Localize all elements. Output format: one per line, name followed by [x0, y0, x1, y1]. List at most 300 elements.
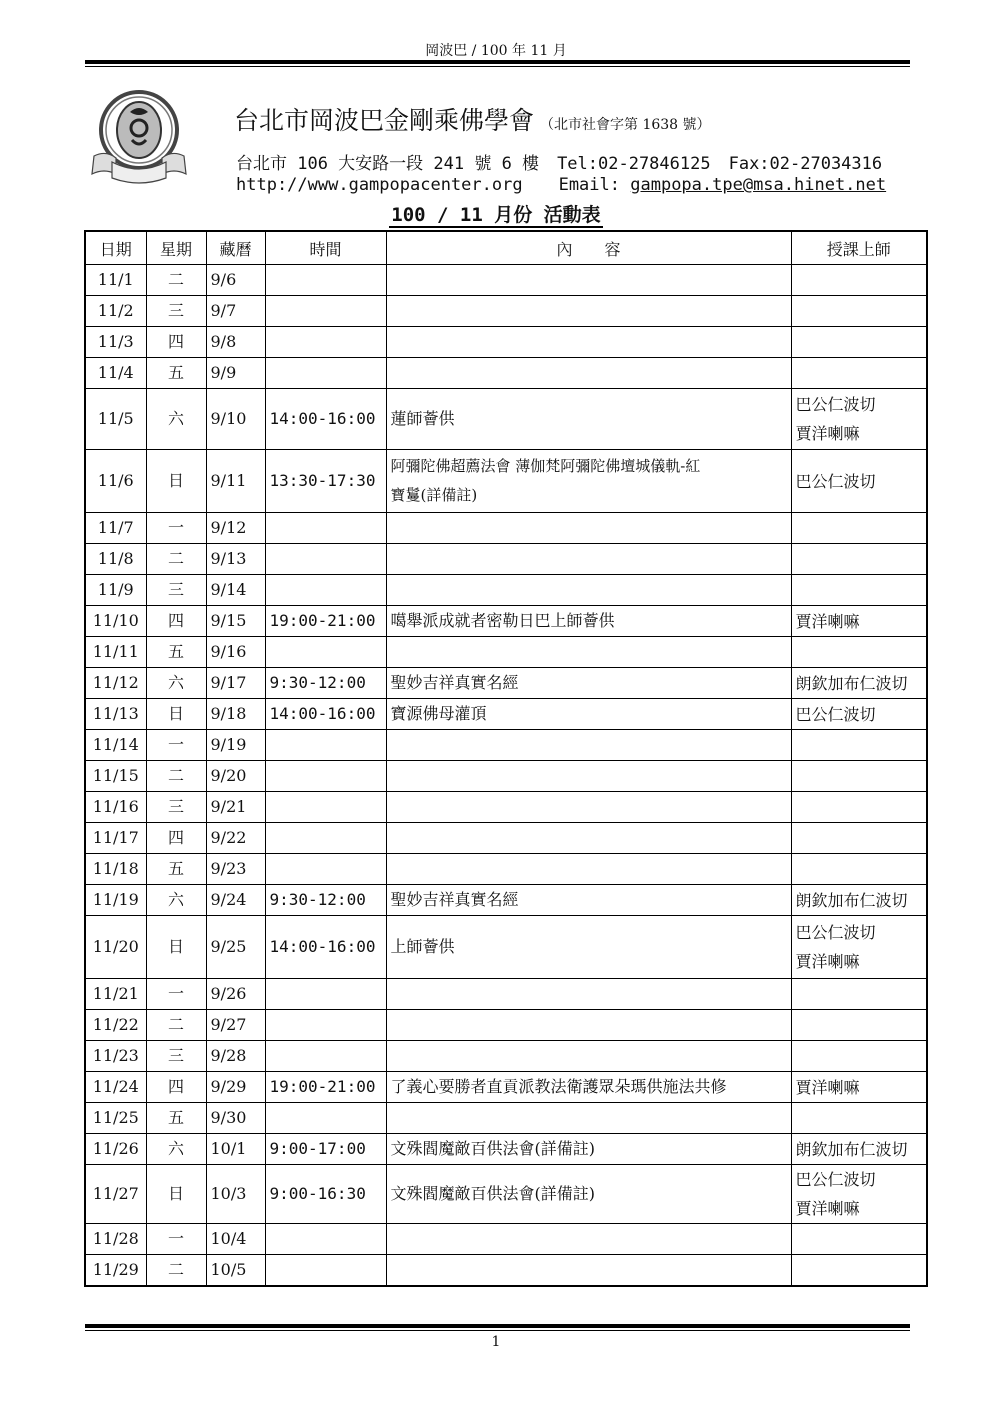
cell-content-text: 聖妙吉祥真實名經 — [390, 890, 519, 909]
cell-teacher — [791, 761, 927, 792]
cell-lunar-date — [206, 823, 265, 854]
cell-teacher — [791, 1224, 927, 1255]
cell-time — [265, 1010, 386, 1041]
cell-teacher — [791, 1103, 927, 1134]
cell-content — [386, 265, 791, 296]
cell-date-text: 11/28 — [92, 1229, 139, 1248]
footer-rule — [85, 1324, 910, 1328]
cell-lunar-date-text: 10/3 — [210, 1184, 247, 1203]
cell-weekday-text: 一 — [167, 984, 184, 1003]
cell-date — [85, 1224, 146, 1255]
cell-teacher-text: 巴公仁波切 — [795, 923, 876, 942]
cell-content — [386, 389, 791, 450]
table-row — [85, 1103, 927, 1134]
cell-date-text: 11/8 — [97, 549, 134, 568]
cell-content — [386, 1041, 791, 1072]
cell-lunar-date — [206, 1255, 265, 1287]
table-row — [85, 1134, 927, 1165]
cell-date-text: 11/11 — [92, 642, 139, 661]
cell-time — [265, 1224, 386, 1255]
cell-weekday-text: 四 — [167, 332, 184, 351]
cell-date — [85, 1041, 146, 1072]
table-row — [85, 668, 927, 699]
table-row — [85, 1041, 927, 1072]
cell-lunar-date-text: 9/14 — [210, 580, 247, 599]
table-row — [85, 513, 927, 544]
cell-teacher — [791, 1041, 927, 1072]
cell-weekday — [146, 575, 206, 606]
cell-date-text: 11/24 — [92, 1077, 139, 1096]
cell-weekday — [146, 916, 206, 979]
cell-date-text: 11/26 — [92, 1139, 139, 1158]
cell-weekday — [146, 389, 206, 450]
cell-lunar-date-text: 9/16 — [210, 642, 247, 661]
cell-lunar-date — [206, 792, 265, 823]
cell-weekday — [146, 823, 206, 854]
cell-date — [85, 1103, 146, 1134]
table-row — [85, 544, 927, 575]
cell-weekday — [146, 1041, 206, 1072]
cell-time — [265, 823, 386, 854]
cell-teacher-text-line2: 賈洋喇嘛 — [795, 952, 860, 971]
cell-weekday-text: 三 — [167, 580, 184, 599]
org-registration: （北市社會字第 1638 號） — [540, 117, 711, 133]
cell-weekday — [146, 885, 206, 916]
cell-content — [386, 575, 791, 606]
cell-date — [85, 358, 146, 389]
table-row — [85, 885, 927, 916]
cell-date-text: 11/6 — [97, 471, 134, 490]
cell-lunar-date — [206, 389, 265, 450]
cell-teacher — [791, 265, 927, 296]
cell-time-text: 14:00-16:00 — [269, 409, 376, 428]
table-row — [85, 823, 927, 854]
cell-content-text: 了義心要勝者直貢派教法衛護眾朵瑪供施法共修 — [390, 1077, 727, 1096]
cell-date-text: 11/23 — [92, 1046, 139, 1065]
cell-weekday-text: 五 — [167, 642, 184, 661]
cell-content-text: 文殊閻魔敵百供法會(詳備註) — [390, 1139, 595, 1158]
cell-lunar-date — [206, 761, 265, 792]
cell-time — [265, 296, 386, 327]
org-tel: Tel:02-27846125 — [557, 154, 711, 174]
table-row — [85, 1072, 927, 1103]
cell-weekday — [146, 544, 206, 575]
dharma-seal-logo — [86, 84, 192, 190]
cell-date-text: 11/16 — [92, 797, 139, 816]
table-row — [85, 1255, 927, 1287]
cell-weekday — [146, 296, 206, 327]
cell-content — [386, 450, 791, 513]
cell-lunar-date-text: 9/24 — [210, 890, 247, 909]
cell-content — [386, 1072, 791, 1103]
table-header-row — [85, 231, 927, 265]
table-row — [85, 979, 927, 1010]
cell-lunar-date — [206, 450, 265, 513]
cell-date — [85, 885, 146, 916]
cell-teacher-text: 賈洋喇嘛 — [795, 611, 860, 631]
table-row — [85, 699, 927, 730]
cell-weekday-text: 五 — [167, 1108, 184, 1127]
cell-lunar-date-text: 9/8 — [210, 332, 237, 351]
cell-teacher-text-line2: 賈洋喇嘛 — [795, 424, 860, 443]
table-row — [85, 389, 927, 450]
cell-content — [386, 544, 791, 575]
cell-date-text: 11/21 — [92, 984, 139, 1003]
cell-teacher-text: 巴公仁波切 — [795, 471, 876, 491]
cell-weekday-text: 三 — [167, 797, 184, 816]
cell-date-text: 11/10 — [92, 611, 139, 630]
cell-weekday-text: 二 — [167, 1260, 184, 1279]
cell-lunar-date — [206, 916, 265, 979]
cell-date-text: 11/17 — [92, 828, 139, 847]
table-row — [85, 606, 927, 637]
cell-content-text: 蓮師薈供 — [390, 409, 455, 428]
cell-teacher — [791, 916, 927, 979]
cell-time-text: 13:30-17:30 — [269, 471, 376, 490]
running-header: 岡波巴 / 100 年 11 月 — [425, 43, 567, 59]
cell-lunar-date-text: 9/15 — [210, 611, 247, 630]
cell-weekday — [146, 668, 206, 699]
cell-content — [386, 885, 791, 916]
cell-lunar-date-text: 9/25 — [210, 937, 247, 956]
cell-lunar-date-text: 9/30 — [210, 1108, 247, 1127]
cell-date — [85, 823, 146, 854]
cell-date — [85, 699, 146, 730]
cell-date — [85, 979, 146, 1010]
cell-content — [386, 637, 791, 668]
cell-teacher — [791, 699, 927, 730]
cell-time — [265, 1103, 386, 1134]
cell-teacher — [791, 296, 927, 327]
cell-lunar-date — [206, 1224, 265, 1255]
table-row — [85, 1165, 927, 1224]
cell-teacher — [791, 792, 927, 823]
cell-teacher — [791, 1165, 927, 1224]
cell-time-text: 19:00-21:00 — [269, 1077, 376, 1096]
cell-lunar-date — [206, 1041, 265, 1072]
cell-lunar-date-text: 9/20 — [210, 766, 247, 785]
cell-weekday-text: 一 — [167, 1229, 184, 1248]
cell-date — [85, 513, 146, 544]
cell-lunar-date-text: 9/12 — [210, 518, 247, 537]
cell-weekday — [146, 265, 206, 296]
cell-date — [85, 1010, 146, 1041]
cell-date — [85, 854, 146, 885]
cell-weekday-text: 六 — [167, 673, 184, 692]
table-row — [85, 265, 927, 296]
cell-lunar-date-text: 9/11 — [210, 471, 247, 490]
cell-content — [386, 513, 791, 544]
cell-date — [85, 1255, 146, 1287]
cell-lunar-date — [206, 265, 265, 296]
cell-date-text: 11/3 — [97, 332, 134, 351]
cell-teacher — [791, 1072, 927, 1103]
cell-lunar-date-text: 9/18 — [210, 704, 247, 723]
cell-weekday-text: 日 — [167, 471, 184, 490]
cell-teacher — [791, 854, 927, 885]
cell-date — [85, 792, 146, 823]
cell-date — [85, 450, 146, 513]
cell-date-text: 11/2 — [97, 301, 134, 320]
cell-content-text-line2: 寶鬘(詳備註) — [390, 486, 478, 504]
cell-content — [386, 979, 791, 1010]
org-title: 台北市岡波巴金剛乘佛學會 — [234, 106, 535, 135]
cell-date — [85, 296, 146, 327]
cell-teacher — [791, 513, 927, 544]
cell-lunar-date-text: 9/23 — [210, 859, 247, 878]
cell-time — [265, 916, 386, 979]
cell-lunar-date — [206, 327, 265, 358]
cell-weekday-text: 五 — [167, 363, 184, 382]
header-teacher: 授課上師 — [791, 231, 927, 265]
cell-date-text: 11/20 — [92, 937, 139, 956]
cell-lunar-date — [206, 358, 265, 389]
cell-lunar-date-text: 10/1 — [210, 1139, 247, 1158]
org-address: 台北市 106 大安路一段 241 號 6 樓 — [236, 154, 540, 174]
cell-content — [386, 668, 791, 699]
cell-lunar-date — [206, 1134, 265, 1165]
cell-weekday — [146, 792, 206, 823]
cell-teacher-text: 朗欽加布仁波切 — [795, 673, 908, 693]
table-row — [85, 761, 927, 792]
cell-weekday — [146, 699, 206, 730]
footer-rule-thin — [85, 1330, 910, 1331]
cell-lunar-date — [206, 979, 265, 1010]
cell-date-text: 11/7 — [97, 518, 134, 537]
cell-time-text: 19:00-21:00 — [269, 611, 376, 630]
cell-lunar-date-text: 9/9 — [210, 363, 237, 382]
table-row — [85, 792, 927, 823]
cell-content — [386, 1224, 791, 1255]
cell-lunar-date — [206, 1103, 265, 1134]
cell-teacher-text-line2: 賈洋喇嘛 — [795, 1199, 860, 1218]
cell-teacher-text: 巴公仁波切 — [795, 704, 876, 724]
cell-lunar-date-text: 9/26 — [210, 984, 247, 1003]
cell-time — [265, 389, 386, 450]
cell-teacher — [791, 327, 927, 358]
cell-lunar-date-text: 9/27 — [210, 1015, 247, 1034]
cell-teacher — [791, 1010, 927, 1041]
cell-date-text: 11/18 — [92, 859, 139, 878]
cell-teacher — [791, 1134, 927, 1165]
cell-time-text: 14:00-16:00 — [269, 704, 376, 723]
cell-lunar-date — [206, 606, 265, 637]
cell-weekday — [146, 979, 206, 1010]
cell-content — [386, 358, 791, 389]
cell-time — [265, 730, 386, 761]
cell-date — [85, 637, 146, 668]
cell-lunar-date — [206, 296, 265, 327]
header-time: 時間 — [265, 231, 386, 265]
cell-weekday — [146, 761, 206, 792]
web-line — [236, 175, 886, 195]
cell-lunar-date-text: 9/13 — [210, 549, 247, 568]
cell-weekday-text: 四 — [167, 1077, 184, 1096]
cell-content — [386, 1103, 791, 1134]
org-website[interactable]: http://www.gampopacenter.org — [236, 175, 523, 195]
cell-content — [386, 327, 791, 358]
cell-weekday — [146, 1255, 206, 1287]
cell-lunar-date-text: 9/21 — [210, 797, 247, 816]
cell-teacher — [791, 389, 927, 450]
cell-teacher — [791, 358, 927, 389]
cell-content — [386, 1010, 791, 1041]
cell-weekday — [146, 1103, 206, 1134]
cell-date — [85, 730, 146, 761]
cell-content — [386, 699, 791, 730]
cell-lunar-date-text: 9/7 — [210, 301, 237, 320]
cell-weekday-text: 二 — [167, 1015, 184, 1034]
cell-date — [85, 389, 146, 450]
cell-date — [85, 668, 146, 699]
cell-lunar-date — [206, 854, 265, 885]
cell-teacher — [791, 575, 927, 606]
header-rule — [85, 60, 910, 64]
cell-lunar-date — [206, 513, 265, 544]
cell-date-text: 11/19 — [92, 890, 139, 909]
cell-content — [386, 1255, 791, 1287]
cell-time — [265, 792, 386, 823]
cell-time — [265, 854, 386, 885]
cell-time — [265, 637, 386, 668]
cell-weekday — [146, 1165, 206, 1224]
cell-content-text: 噶舉派成就者密勒日巴上師薈供 — [390, 611, 615, 630]
table-row — [85, 575, 927, 606]
cell-time — [265, 979, 386, 1010]
cell-date-text: 11/22 — [92, 1015, 139, 1034]
header-weekday: 星期 — [146, 231, 206, 265]
cell-content-text: 上師薈供 — [390, 937, 455, 956]
cell-lunar-date-text: 9/19 — [210, 735, 247, 754]
cell-date — [85, 575, 146, 606]
cell-teacher — [791, 606, 927, 637]
cell-teacher — [791, 823, 927, 854]
cell-time — [265, 327, 386, 358]
cell-teacher — [791, 1255, 927, 1287]
cell-time-text: 9:30-12:00 — [269, 890, 366, 909]
cell-time — [265, 668, 386, 699]
cell-weekday-text: 日 — [167, 1184, 184, 1203]
cell-teacher-text: 朗欽加布仁波切 — [795, 1139, 908, 1159]
cell-weekday-text: 一 — [167, 518, 184, 537]
page-number: 1 — [491, 1334, 501, 1350]
org-name — [234, 101, 711, 137]
cell-weekday-text: 四 — [167, 611, 184, 630]
cell-date-text: 11/25 — [92, 1108, 139, 1127]
cell-lunar-date — [206, 1072, 265, 1103]
cell-date — [85, 265, 146, 296]
cell-weekday-text: 五 — [167, 859, 184, 878]
contact-line — [236, 149, 900, 174]
org-email-link[interactable]: gampopa.tpe@msa.hinet.net — [630, 175, 887, 195]
cell-time — [265, 450, 386, 513]
cell-date-text: 11/29 — [92, 1260, 139, 1279]
cell-teacher — [791, 544, 927, 575]
cell-teacher — [791, 668, 927, 699]
cell-date-text: 11/14 — [92, 735, 139, 754]
table-row — [85, 637, 927, 668]
cell-teacher — [791, 450, 927, 513]
cell-weekday — [146, 854, 206, 885]
cell-lunar-date-text: 9/6 — [210, 270, 237, 289]
cell-weekday-text: 四 — [167, 828, 184, 847]
cell-content — [386, 296, 791, 327]
cell-lunar-date-text: 10/4 — [210, 1229, 247, 1248]
cell-teacher — [791, 730, 927, 761]
cell-weekday-text: 三 — [167, 1046, 184, 1065]
cell-time — [265, 606, 386, 637]
cell-date — [85, 1134, 146, 1165]
cell-weekday-text: 六 — [167, 890, 184, 909]
cell-lunar-date — [206, 885, 265, 916]
cell-lunar-date — [206, 1010, 265, 1041]
table-row — [85, 358, 927, 389]
cell-weekday-text: 六 — [167, 1139, 184, 1158]
doc-title: 100 / 11 月份 活動表 — [391, 204, 601, 226]
cell-lunar-date — [206, 575, 265, 606]
cell-weekday — [146, 730, 206, 761]
cell-date-text: 11/4 — [97, 363, 134, 382]
cell-content-text: 聖妙吉祥真實名經 — [390, 673, 519, 692]
cell-weekday — [146, 513, 206, 544]
cell-weekday — [146, 1010, 206, 1041]
cell-time-text: 9:00-16:30 — [269, 1184, 366, 1203]
cell-time — [265, 1134, 386, 1165]
cell-content-text: 寶源佛母灌頂 — [390, 704, 487, 723]
cell-content-text: 文殊閻魔敵百供法會(詳備註) — [390, 1184, 595, 1203]
cell-time — [265, 544, 386, 575]
cell-content — [386, 606, 791, 637]
cell-teacher — [791, 885, 927, 916]
cell-lunar-date — [206, 699, 265, 730]
cell-lunar-date — [206, 637, 265, 668]
cell-weekday-text: 二 — [167, 766, 184, 785]
cell-date — [85, 606, 146, 637]
table-row — [85, 296, 927, 327]
org-fax: Fax:02-27034316 — [728, 154, 883, 174]
header-content: 內 容 — [386, 231, 791, 265]
cell-content — [386, 823, 791, 854]
cell-date — [85, 761, 146, 792]
cell-date — [85, 327, 146, 358]
cell-time — [265, 265, 386, 296]
cell-weekday-text: 二 — [167, 270, 184, 289]
cell-content — [386, 761, 791, 792]
cell-date-text: 11/1 — [97, 270, 134, 289]
cell-lunar-date — [206, 544, 265, 575]
cell-teacher-text: 賈洋喇嘛 — [795, 1077, 860, 1097]
table-row — [85, 854, 927, 885]
cell-time — [265, 761, 386, 792]
cell-time — [265, 1255, 386, 1287]
cell-teacher-text: 巴公仁波切 — [795, 395, 876, 414]
cell-content — [386, 730, 791, 761]
cell-weekday — [146, 1134, 206, 1165]
cell-lunar-date — [206, 668, 265, 699]
email-label: Email: — [558, 175, 620, 195]
cell-weekday — [146, 327, 206, 358]
table-row — [85, 730, 927, 761]
cell-time — [265, 575, 386, 606]
cell-time — [265, 513, 386, 544]
table-row — [85, 450, 927, 513]
schedule-table — [84, 230, 928, 1287]
cell-content-text: 阿彌陀佛超薦法會 薄伽梵阿彌陀佛壇城儀軌-紅 — [390, 457, 701, 475]
cell-lunar-date-text: 9/17 — [210, 673, 247, 692]
doc-title-wrap — [0, 200, 992, 227]
cell-weekday-text: 六 — [167, 409, 184, 428]
cell-teacher-text: 朗欽加布仁波切 — [795, 890, 908, 910]
